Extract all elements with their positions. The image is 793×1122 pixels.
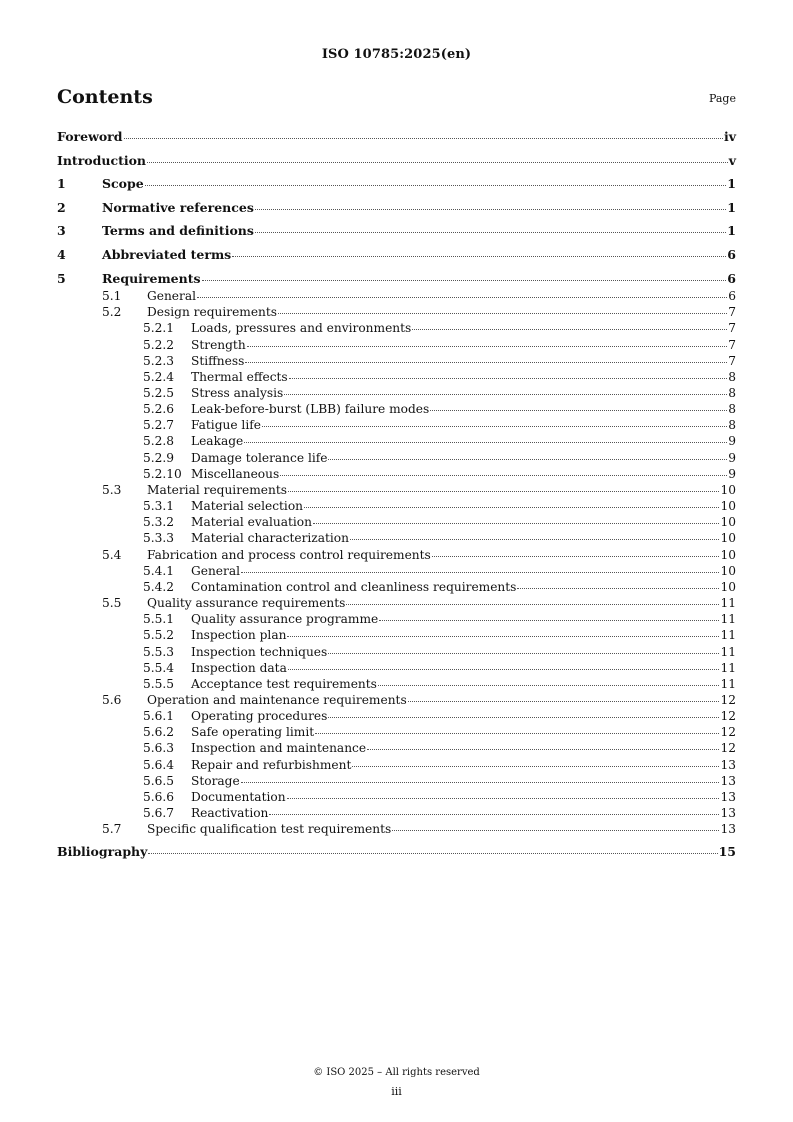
toc-entry[interactable] [57, 806, 736, 822]
toc-entry-title: General [147, 289, 196, 304]
toc-entry-title: Requirements [102, 270, 201, 286]
dot-leader [392, 830, 719, 831]
toc-entry-number: 5.6.1 [143, 709, 175, 724]
dot-leader [315, 733, 719, 734]
toc-entry-title: Contamination control and cleanliness requirements [191, 579, 517, 594]
toc-entry[interactable] [57, 531, 736, 547]
toc-entry-page: 13 [720, 789, 736, 804]
toc-entry-number: 5.5.5 [143, 676, 175, 691]
toc-entry-title: Strength [191, 337, 246, 352]
toc-entry-page: 8 [728, 418, 736, 433]
toc-entry-number: 5.2.4 [143, 369, 175, 384]
toc-entry[interactable] [57, 338, 736, 354]
dot-leader [288, 491, 719, 492]
toc-entry[interactable] [57, 725, 736, 741]
dot-leader [278, 313, 727, 314]
dot-leader [145, 185, 727, 186]
toc-entry[interactable] [57, 370, 736, 386]
toc-entry-page: 12 [720, 692, 736, 707]
toc-entry-title: Leakage [191, 434, 244, 449]
page-column-label: Page [708, 92, 736, 105]
toc-entry[interactable] [57, 661, 736, 677]
toc-entry-page: 11 [720, 676, 736, 691]
dot-leader [124, 138, 723, 139]
dot-leader [328, 653, 719, 654]
toc-entry-number: 5.2.1 [143, 321, 175, 336]
toc-entry-title: Design requirements [147, 305, 278, 320]
toc-entry-title: Reactivation [191, 806, 269, 821]
toc-entry-page: 1 [727, 199, 736, 215]
toc-entry-number: 5.1 [102, 289, 122, 304]
toc-entry-title: Thermal effects [191, 369, 288, 384]
dot-leader [244, 442, 727, 443]
toc-entry[interactable] [57, 402, 736, 418]
toc-entry[interactable] [57, 844, 736, 862]
toc-entry-page: 6 [727, 270, 736, 286]
toc-entry[interactable] [57, 741, 736, 757]
toc-entry-number: 5.6.7 [143, 806, 175, 821]
toc-entry-page: 13 [720, 806, 736, 821]
toc-entry-title: Material selection [191, 499, 304, 514]
toc-entry-number: 5 [57, 270, 66, 286]
toc-entry[interactable] [57, 451, 736, 467]
toc-entry-page: 10 [720, 482, 736, 497]
toc-entry-page: 13 [720, 822, 736, 837]
toc-entry-page: 12 [720, 741, 736, 756]
toc-entry-title: Operating procedures [191, 709, 328, 724]
toc-entry-page: 1 [727, 176, 736, 192]
dot-leader [232, 256, 726, 257]
toc-entry[interactable] [57, 200, 736, 218]
dot-leader [350, 539, 720, 540]
toc-entry-title: Quality assurance programme [191, 612, 379, 627]
page-number: iii [391, 1085, 402, 1098]
toc-entry-page: 10 [720, 547, 736, 562]
toc-entry[interactable] [57, 709, 736, 725]
toc-entry-page: 8 [728, 402, 736, 417]
toc-entry-number: 5.6.3 [143, 741, 175, 756]
toc-entry-page: v [728, 152, 736, 168]
dot-leader [379, 620, 719, 621]
dot-leader [202, 280, 727, 281]
toc-entry[interactable] [57, 628, 736, 644]
toc-entry-title: Documentation [191, 789, 286, 804]
toc-entry-title: Fatigue life [191, 418, 261, 433]
toc-entry-title: Introduction [57, 152, 147, 168]
toc-entry-title: Operation and maintenance requirements [147, 692, 407, 707]
toc-entry[interactable] [57, 483, 736, 499]
toc-entry-page: 11 [720, 596, 736, 611]
dot-leader [255, 209, 726, 210]
toc-entry-number: 5.6.4 [143, 757, 175, 772]
toc-entry-number: 5.4.2 [143, 579, 175, 594]
dot-leader [328, 717, 719, 718]
toc-entry-title: Miscellaneous [191, 466, 280, 481]
toc-entry-number: 5.2.10 [143, 466, 182, 481]
dot-leader [378, 685, 720, 686]
toc-entry-number: 5.3.3 [143, 531, 175, 546]
dot-leader [367, 749, 719, 750]
toc-entry-number: 5.4.1 [143, 563, 175, 578]
dot-leader [241, 782, 720, 783]
toc-entry[interactable] [57, 790, 736, 806]
toc-entry-number: 5.3.2 [143, 515, 175, 530]
toc-entry-title: Bibliography [57, 844, 148, 860]
toc-entry-page: 11 [720, 628, 736, 643]
toc-entry-page: 11 [720, 612, 736, 627]
toc-entry-title: Foreword [57, 129, 123, 144]
toc-entry-number: 5.5.3 [143, 644, 175, 659]
dot-leader [287, 636, 719, 637]
toc-entry-number: 5.2.9 [143, 450, 175, 465]
toc-entry[interactable] [57, 677, 736, 693]
toc-entry-page: 6 [727, 246, 736, 262]
toc-entry[interactable] [57, 467, 736, 483]
toc-entry[interactable] [57, 774, 736, 790]
dot-leader [408, 701, 720, 702]
toc-entry-page: 10 [720, 579, 736, 594]
toc-entry-page: 11 [720, 660, 736, 675]
dot-leader [432, 556, 720, 557]
dot-leader [412, 329, 727, 330]
dot-leader [148, 853, 717, 854]
toc-entry[interactable] [57, 247, 736, 265]
toc-entry[interactable] [57, 645, 736, 661]
toc-entry-title: Abbreviated terms [102, 246, 232, 262]
toc-entry-number: 5.4 [102, 547, 122, 562]
toc-entry-title: Terms and definitions [102, 223, 254, 239]
toc-entry-page: 10 [720, 531, 736, 546]
toc-entry-title: Inspection data [191, 660, 287, 675]
toc-entry[interactable] [57, 305, 736, 321]
dot-leader [262, 426, 727, 427]
dot-leader [247, 346, 728, 347]
toc-entry[interactable] [57, 129, 736, 147]
toc-entry-title: Stress analysis [191, 386, 284, 400]
toc-entry[interactable] [57, 354, 736, 370]
toc-entry-number: 5.2.3 [143, 353, 175, 368]
toc-entry[interactable] [57, 580, 736, 596]
dot-leader [269, 814, 719, 815]
toc-entry[interactable] [57, 153, 736, 171]
toc-entry-page: 7 [728, 353, 736, 368]
toc-entry-number: 5.2.5 [143, 386, 175, 400]
toc-entry[interactable] [57, 758, 736, 774]
toc-entry-number: 5.2.2 [143, 337, 175, 352]
toc-entry-number: 5.2.7 [143, 418, 175, 433]
toc-entry-page: 12 [720, 725, 736, 740]
toc-entry[interactable] [57, 499, 736, 515]
toc-entry-number: 1 [57, 176, 66, 192]
dot-leader [241, 572, 719, 573]
toc-entry-page: 15 [718, 844, 736, 860]
toc-entry-number: 5.3.1 [143, 499, 175, 514]
toc-entry-title: Repair and refurbishment [191, 757, 352, 772]
toc-entry-number: 5.6 [102, 692, 122, 707]
toc-entry-title: Material requirements [147, 482, 288, 497]
toc-entry[interactable] [57, 822, 736, 838]
toc-entry-page: 7 [728, 337, 736, 352]
toc-entry-title: Storage [191, 773, 240, 788]
toc-entry-title: Normative references [102, 199, 254, 215]
dot-leader [288, 669, 720, 670]
toc-entry-title: Fabrication and process control requirements [147, 547, 431, 562]
toc-entry-title: Material characterization [191, 531, 349, 546]
toc-entry-number: 5.2 [102, 305, 122, 320]
toc-entry-number: 4 [57, 246, 66, 262]
toc-entry-number: 2 [57, 199, 66, 215]
toc-entry[interactable] [57, 321, 736, 337]
toc-entry-title: General [191, 563, 240, 578]
toc-entry-page: 9 [728, 450, 736, 465]
toc-entry-title: Stiffness [191, 353, 245, 368]
copyright-notice: © ISO 2025 – All rights reserved [313, 1067, 480, 1078]
toc-entry[interactable] [57, 386, 736, 402]
toc-entry-page: 9 [728, 434, 736, 449]
toc-entry[interactable] [57, 564, 736, 580]
dot-leader [352, 766, 719, 767]
dot-leader [289, 378, 728, 379]
toc-entry-title: Scope [102, 176, 144, 192]
toc-entry-page: 12 [720, 709, 736, 724]
toc-entry-title: Leak-before-burst (LBB) failure modes [191, 402, 430, 417]
contents-heading: Contents [57, 86, 153, 108]
toc-entry-title: Inspection and maintenance [191, 741, 367, 756]
toc-entry-title: Damage tolerance life [191, 450, 328, 465]
toc-entry-page: 7 [728, 321, 736, 336]
toc-entry-number: 5.6.5 [143, 773, 175, 788]
toc-entry-page: 10 [720, 499, 736, 514]
toc-entry-number: 5.6.6 [143, 789, 175, 804]
toc-entry[interactable] [57, 289, 736, 305]
dot-leader [328, 459, 727, 460]
toc-entry-number: 5.7 [102, 822, 122, 837]
toc-entry-number: 3 [57, 223, 66, 239]
toc-entry-title: Loads, pressures and environments [191, 321, 412, 336]
dot-leader [197, 297, 727, 298]
toc-entry-number: 5.2.6 [143, 402, 175, 417]
toc-entry-page: 10 [720, 563, 736, 578]
toc-entry-page: 9 [728, 466, 736, 481]
toc-entry-number: 5.6.2 [143, 725, 175, 740]
toc-entry[interactable] [57, 596, 736, 612]
toc-entry[interactable] [57, 176, 736, 194]
toc-entry-number: 5.5 [102, 596, 122, 611]
dot-leader [255, 232, 726, 233]
toc-entry[interactable] [57, 271, 736, 289]
toc-entry-title: Material evaluation [191, 515, 312, 530]
toc-entry-page: 7 [728, 305, 736, 320]
toc-entry-number: 5.5.1 [143, 612, 175, 627]
dot-leader [245, 362, 727, 363]
dot-leader [287, 798, 720, 799]
toc-entry[interactable] [57, 693, 736, 709]
toc-entry-page: 13 [720, 757, 736, 772]
toc-entry-title: Inspection techniques [191, 644, 328, 659]
toc-entry-number: 5.5.4 [143, 660, 175, 675]
toc-entry-page: 6 [728, 289, 736, 304]
dot-leader [280, 475, 727, 476]
toc-entry[interactable] [57, 612, 736, 628]
dot-leader [517, 588, 719, 589]
toc-entry-page: 11 [720, 644, 736, 659]
toc-entry-number: 5.5.2 [143, 628, 175, 643]
toc-entry-page: 8 [728, 369, 736, 384]
toc-entry[interactable] [57, 223, 736, 241]
toc-entry[interactable] [57, 434, 736, 450]
toc-entry-page: 1 [727, 223, 736, 239]
dot-leader [304, 507, 719, 508]
toc-entry-page: 13 [720, 773, 736, 788]
toc-entry-title: Quality assurance requirements [147, 596, 346, 611]
toc-entry-page: 10 [720, 515, 736, 530]
toc-entry[interactable] [57, 515, 736, 531]
dot-leader [346, 604, 719, 605]
toc-entry-title: Acceptance test requirements [191, 676, 377, 691]
toc-entry[interactable] [57, 548, 736, 564]
document-id: ISO 10785:2025(en) [321, 47, 472, 62]
dot-leader [147, 162, 728, 163]
dot-leader [284, 394, 727, 395]
toc-entry-number: 5.3 [102, 482, 122, 497]
toc-entry-number: 5.2.8 [143, 434, 175, 449]
toc-entry[interactable] [57, 418, 736, 434]
table-of-contents [57, 129, 736, 862]
toc-entry-title: Inspection plan [191, 628, 287, 643]
toc-entry-title: Safe operating limit [191, 725, 315, 740]
toc-entry-page: 8 [728, 386, 736, 400]
dot-leader [313, 523, 720, 524]
dot-leader [430, 410, 727, 411]
toc-entry-title: Specific qualification test requirements [147, 822, 392, 837]
toc-entry-page: iv [723, 129, 736, 144]
